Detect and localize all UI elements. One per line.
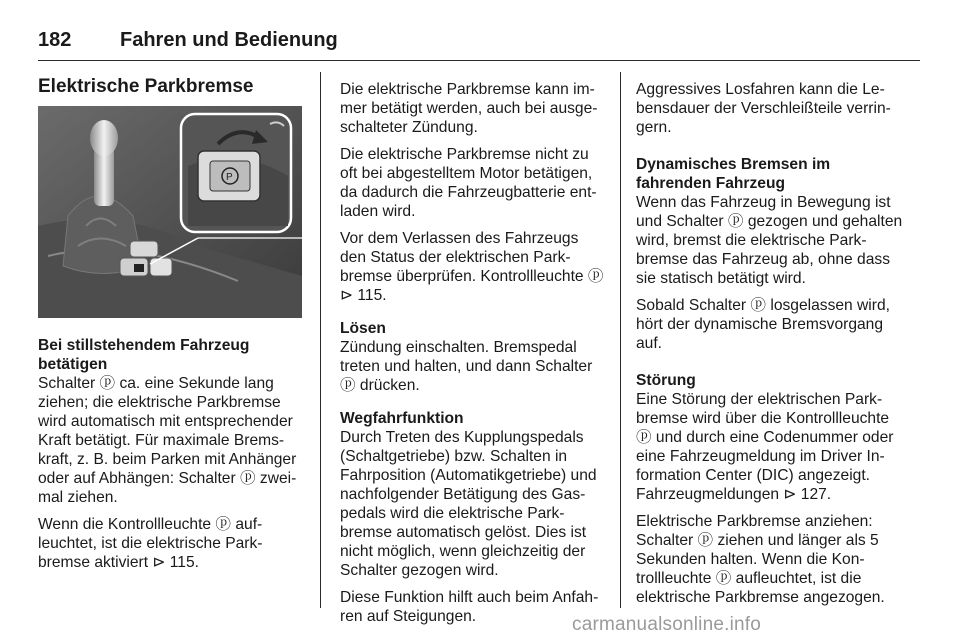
paragraph: Wenn das Fahrzeug in Bewegung ist und Schalter ⓟ gezogen und gehalten wird, bremst die elektrische Parkbremse das Fahrzeug ab, ohne dass sie statisch betätigt wird. [636, 194, 903, 287]
paragraph: Vor dem Verlassen des Fahrzeugs den Status der elektrischen Parkbremse überprüfen. Kontrollleuchte ⓟ ⊳ 115. [340, 230, 604, 304]
heading-stationary: Bei stillstehendem Fahrzeug betätigen [38, 337, 250, 373]
column-divider-1 [320, 72, 321, 608]
column-divider-2 [620, 72, 621, 608]
column-2 [340, 80, 606, 634]
chapter-title: Fahren und Bedienung [120, 28, 338, 51]
paragraph: Aggressives Losfahren kann die Lebensdauer der Verschleißteile verringern. [636, 81, 891, 136]
column-1 [38, 336, 306, 580]
paragraph: Diese Funktion hilft auch beim Anfahren auf Steigungen. [340, 589, 599, 625]
paragraph: Sobald Schalter ⓟ losgelassen wird, hört der dynamische Bremsvorgang auf. [636, 297, 890, 352]
paragraph: Schalter ⓟ ca. eine Sekunde lang ziehen; die elektrische Parkbremse wird automatisch mit entsprechender Kraft betätigt. Für maximale Bremskraft, z. B. beim Parken mit Anhänger oder auf Abhängen: Schalter ⓟ zweimal ziehen. [38, 375, 297, 506]
heading-dynamic-braking: Dynamisches Bremsen im fahrenden Fahrzeug [636, 156, 831, 192]
heading-fault: Störung [636, 372, 696, 389]
paragraph: Eine Störung der elektrischen Parkbremse wird über die Kontrollleuchte ⓟ und durch eine Codenummer oder eine Fahrzeugmeldung im Driver Information Center (DIC) angezeigt. Fahrzeugmeldungen ⊳ 127. [636, 391, 894, 503]
page-number: 182 [38, 28, 72, 51]
heading-release: Lösen [340, 320, 386, 337]
paragraph: Die elektrische Parkbremse kann immer betätigt werden, auch bei ausgeschalteter Zündung. [340, 81, 598, 136]
header-divider [38, 60, 920, 61]
paragraph: Elektrische Parkbremse anziehen: Schalter ⓟ ziehen und länger als 5 Sekunden halten. Wenn die Kontrollleuchte ⓟ aufleuchtet, ist die elektrische Parkbremse angezogen. [636, 513, 885, 606]
paragraph: Zündung einschalten. Bremspedal treten und halten, und dann Schalter ⓟ drücken. [340, 339, 593, 394]
page-header [38, 18, 920, 62]
paragraph: Wenn die Kontrollleuchte ⓟ aufleuchtet, ist die elektrische Parkbremse aktiviert ⊳ 115. [38, 516, 263, 571]
svg-text:P: P [226, 172, 233, 183]
heading-drive-away: Wegfahrfunktion [340, 410, 464, 427]
column-3 [636, 80, 906, 615]
parking-brake-illustration [38, 106, 302, 318]
watermark: carmanualsonline.info [572, 614, 762, 635]
paragraph: Durch Treten des Kupplungspedals (Schaltgetriebe) bzw. Schalten in Fahrposition (Automatikgetriebe) und nachfolgender Betätigung des Gaspedals wird die elektrische Parkbremse automatisch gelöst. Dies ist nicht möglich, wenn gleichzeitig der Schalter gezogen wird. [340, 429, 597, 579]
paragraph: Die elektrische Parkbremse nicht zu oft bei abgestelltem Motor betätigen, da dadurch die Fahrzeugbatterie entladen wird. [340, 146, 597, 220]
section-title: Elektrische Parkbremse [38, 76, 254, 97]
